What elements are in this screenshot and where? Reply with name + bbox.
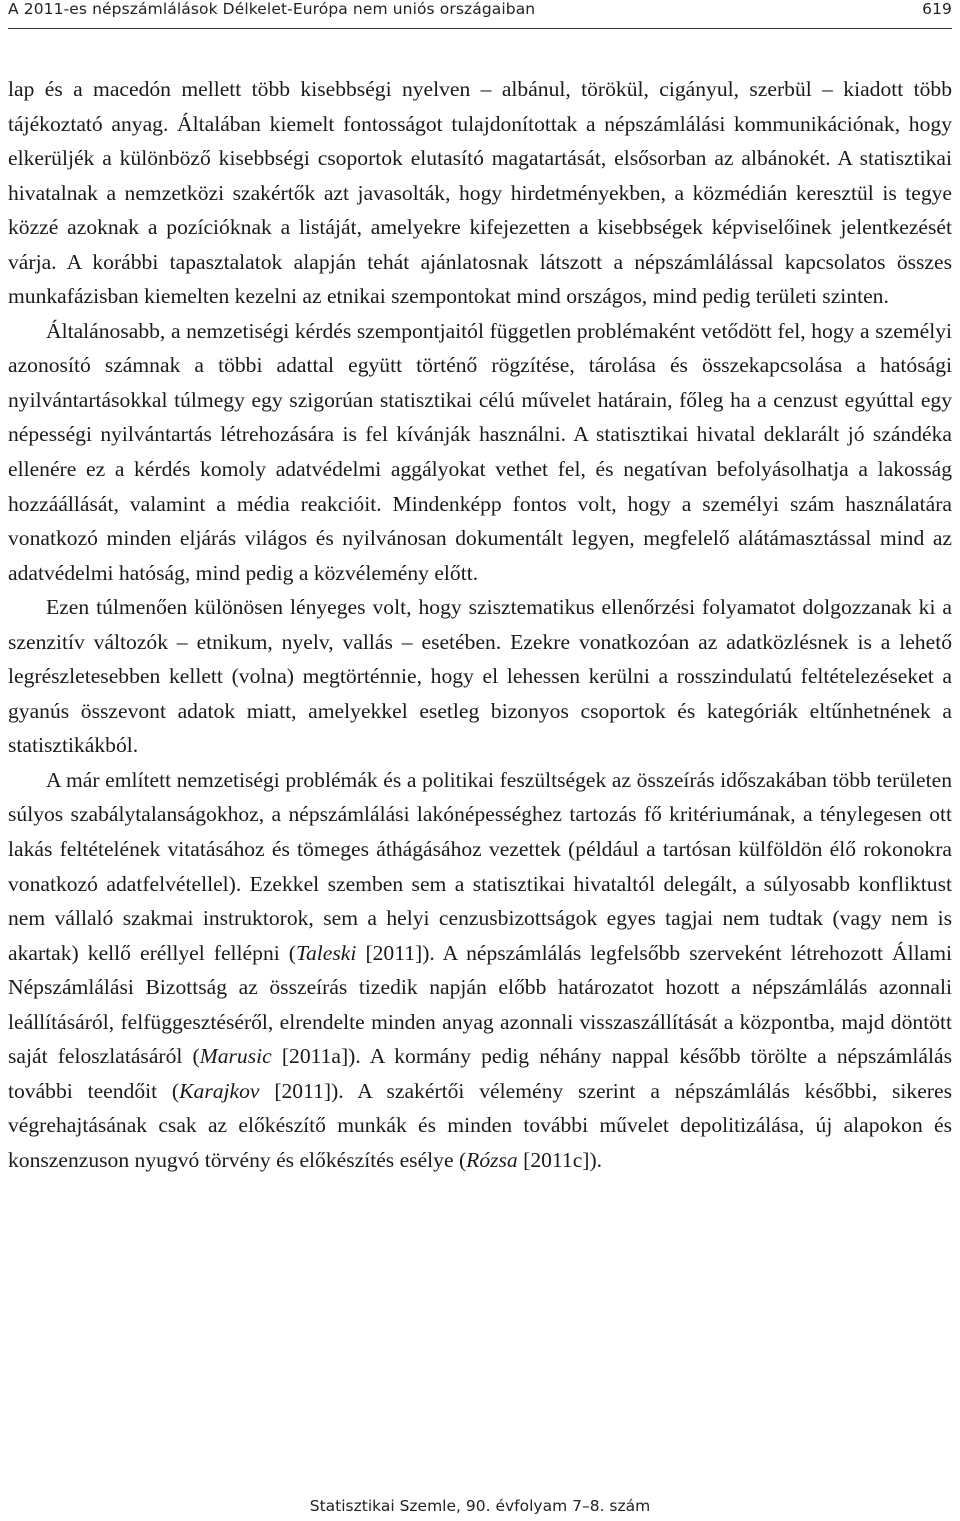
paragraph-2: Általánosabb, a nemzetiségi kérdés szempontjaitól független problémaként vetődött fel, hogy a személyi azonosító számnak a többi adattal együtt történő rögzítése, tárolása és összekapcsolása a hatósági nyilvántartásokkal túlmegy egy szigorúan statisztikai célú művelet határain, főleg ha a cenzust egyúttal egy népességi nyilvántartás létrehozására is fel kívánják használni. A statisztikai hivatal deklarált jó szándéka ellenére ez a kérdés komoly adatvédelmi aggályokat vethet fel, és negatívan befolyásolhatja a lakosság hozzáállását, valamint a média reakcióit. Mindenképp fontos volt, hogy a személyi szám használatára vonatkozó minden eljárás világos és nyilvánosan dokumentált legyen, megfelelő alátámasztással mind az adatvédelmi hatóság, mind pedig a közvélemény előtt.: [8, 318, 952, 585]
paragraph-4: [8, 763, 952, 1178]
page-number: 619: [922, 0, 952, 18]
running-footer: Statisztikai Szemle, 90. évfolyam 7–8. szám: [309, 1497, 651, 1515]
running-header: [8, 0, 952, 24]
body-text: [8, 72, 952, 1178]
header-rule: [8, 28, 952, 29]
paragraph-4-segment: [2011]). A szakértői vélemény szerint a népszámlálás későbbi, sikeres végrehajtásának csak az előkészítő munkák és minden további művelet depolitizálása, új alapokon és konszenzuson nyugvó törvény és előkészítés esélye (: [8, 1078, 952, 1172]
citation-author: Taleski: [295, 940, 357, 965]
citation-author: Karajkov: [179, 1078, 260, 1103]
paragraph-4-segment: A már említett nemzetiségi problémák és a politikai feszültségek az összeírás időszakában több területen súlyos szabálytalanságokhoz, a népszámlálási lakónépességhez tartozás fő kritériumának, a ténylegesen ott lakás feltételének vitatásához és tömeges áthágásához vezettek (például a tartósan külföldön élő rokonokra vonatkozó adatfelvétellel). Ezekkel szemben sem a statisztikai hivataltól delegált, a súlyosabb konfliktust nem vállaló szakmai instruktorok, sem a helyi cenzusbizottságok egyes tagjai nem tudtak (vagy nem is akartak) kellő eréllyel fellépni (: [8, 767, 952, 965]
paragraph-4-segment: [2011c]).: [517, 1147, 603, 1172]
paragraph-4-segment: [2011]). A népszámlálás legfelsőbb szerveként létrehozott Állami Népszámlálási Bizottság az összeírás tizedik napján előbb határozatot hozott a népszámlálás azonnali leállításáról, felfüggesztéséről, elrendelte minden anyag azonnali visszaszállítását a központba, majd döntött saját feloszlatásáról (: [8, 940, 952, 1069]
header-title: A 2011-es népszámlálások Délkelet-Európa nem uniós országaiban: [8, 0, 536, 18]
citation-author: Marusic: [199, 1044, 272, 1069]
paragraph-1: lap és a macedón mellett több kisebbségi nyelven – albánul, törökül, cigányul, szerbül – kiadott több tájékoztató anyag. Általában kiemelt fontosságot tulajdonítottak a népszámlálási kommunikációnak, hogy elkerüljék a különböző kisebbségi csoportok elutasító magatartását, elsősorban az albánokét. A statisztikai hivatalnak a nemzetközi szakértők azt javasolták, hogy hirdetményekben, a közmédián keresztül is tegye közzé azoknak a pozícióknak a listáját, amelyekre kifejezetten a kisebbségek képviselőinek jelentkezését várja. A korábbi tapasztalatok alapján tehát ajánlatosnak látszott a népszámlálással kapcsolatos összes munkafázisban kiemelten kezelni az etnikai szempontokat mind országos, mind pedig területi szinten.: [8, 77, 952, 309]
paragraph-3: Ezen túlmenően különösen lényeges volt, hogy szisztematikus ellenőrzési folyamatot dolgozzanak ki a szenzitív változók – etnikum, nyelv, vallás – esetében. Ezekre vonatkozóan az adatközlésnek is a lehető legrészletesebben kellett (volna) megtörténnie, hogy el lehessen kerülni a rosszindulatú feltételezéseket a gyanús összevont adatok miatt, amelyekkel esetleg bizonyos csoportok és kategóriák eltűnhetnének a statisztikákból.: [8, 595, 952, 758]
citation-author: Rózsa: [466, 1147, 518, 1172]
paragraph-4-segment: [2011a]). A kormány pedig néhány nappal később törölte a népszámlálás további teendőit (: [8, 1044, 952, 1103]
